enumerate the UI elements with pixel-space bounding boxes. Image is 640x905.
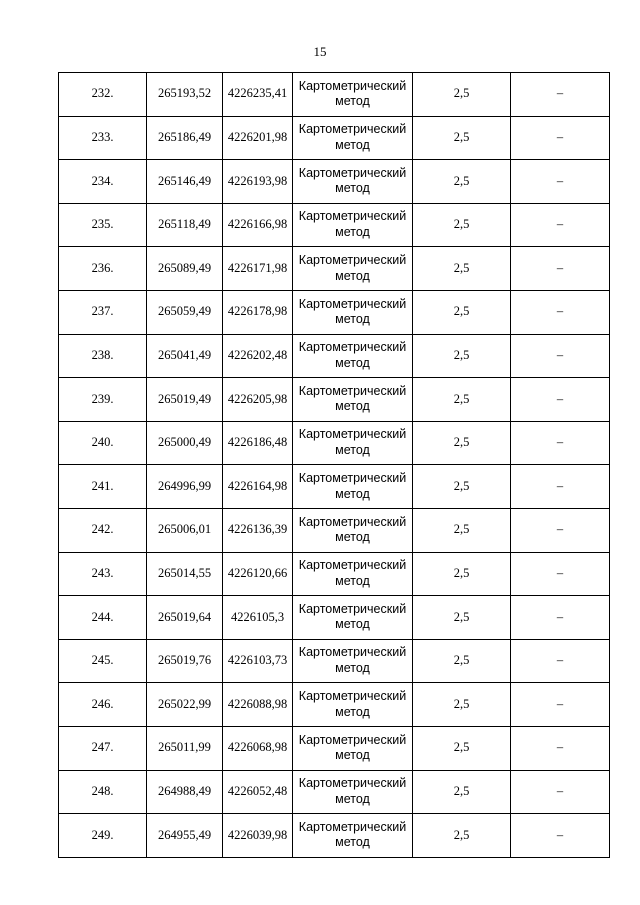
- method-line-1: Картометрический: [298, 688, 407, 703]
- method-line-2: метод: [335, 268, 370, 283]
- y-coordinate-cell: 4226136,39: [223, 508, 293, 552]
- method-cell: [293, 596, 413, 640]
- note-cell: –: [511, 116, 610, 160]
- note-cell: –: [511, 160, 610, 204]
- table-row: [59, 683, 610, 727]
- method-line-1: Картометрический: [298, 383, 407, 398]
- accuracy-cell: 2,5: [413, 290, 511, 334]
- note-cell: –: [511, 247, 610, 291]
- method-cell: [293, 814, 413, 858]
- note-cell: –: [511, 203, 610, 247]
- accuracy-cell: 2,5: [413, 726, 511, 770]
- x-coordinate-cell: 265089,49: [147, 247, 223, 291]
- y-coordinate-cell: 4226103,73: [223, 639, 293, 683]
- method-line-2: метод: [335, 312, 370, 327]
- method-line-2: метод: [335, 486, 370, 501]
- method-line-2: метод: [335, 791, 370, 806]
- method-line-2: метод: [335, 661, 370, 676]
- method-line-1: Картометрический: [298, 601, 407, 616]
- point-number-cell: 237.: [59, 290, 147, 334]
- method-cell: [293, 770, 413, 814]
- table-row: [59, 73, 610, 117]
- accuracy-cell: 2,5: [413, 552, 511, 596]
- x-coordinate-cell: 265193,52: [147, 73, 223, 117]
- method-cell: [293, 552, 413, 596]
- x-coordinate-cell: 264955,49: [147, 814, 223, 858]
- x-coordinate-cell: 265000,49: [147, 421, 223, 465]
- table-body: [59, 73, 610, 858]
- method-cell: [293, 247, 413, 291]
- table-row: [59, 247, 610, 291]
- method-cell: [293, 639, 413, 683]
- method-line-1: Картометрический: [298, 78, 407, 93]
- x-coordinate-cell: 265006,01: [147, 508, 223, 552]
- method-cell: [293, 465, 413, 509]
- point-number-cell: 241.: [59, 465, 147, 509]
- method-line-2: метод: [335, 748, 370, 763]
- method-cell: [293, 726, 413, 770]
- accuracy-cell: 2,5: [413, 683, 511, 727]
- point-number-cell: 234.: [59, 160, 147, 204]
- table-row: [59, 814, 610, 858]
- method-line-2: метод: [335, 704, 370, 719]
- note-cell: –: [511, 639, 610, 683]
- accuracy-cell: 2,5: [413, 639, 511, 683]
- table-row: [59, 726, 610, 770]
- method-cell: [293, 508, 413, 552]
- method-line-2: метод: [335, 443, 370, 458]
- method-line-2: метод: [335, 530, 370, 545]
- method-line-1: Картометрический: [298, 558, 407, 573]
- y-coordinate-cell: 4226178,98: [223, 290, 293, 334]
- note-cell: –: [511, 465, 610, 509]
- x-coordinate-cell: 264988,49: [147, 770, 223, 814]
- point-number-cell: 239.: [59, 378, 147, 422]
- table-row: [59, 116, 610, 160]
- note-cell: –: [511, 378, 610, 422]
- point-number-cell: 243.: [59, 552, 147, 596]
- point-number-cell: 247.: [59, 726, 147, 770]
- note-cell: –: [511, 726, 610, 770]
- method-line-1: Картометрический: [298, 122, 407, 137]
- method-line-2: метод: [335, 399, 370, 414]
- x-coordinate-cell: 265118,49: [147, 203, 223, 247]
- point-number-cell: 244.: [59, 596, 147, 640]
- method-line-1: Картометрический: [298, 645, 407, 660]
- method-line-1: Картометрический: [298, 471, 407, 486]
- note-cell: –: [511, 334, 610, 378]
- x-coordinate-cell: 265146,49: [147, 160, 223, 204]
- x-coordinate-cell: 265019,64: [147, 596, 223, 640]
- point-number-cell: 238.: [59, 334, 147, 378]
- point-number-cell: 242.: [59, 508, 147, 552]
- y-coordinate-cell: 4226186,48: [223, 421, 293, 465]
- method-line-2: метод: [335, 181, 370, 196]
- note-cell: –: [511, 552, 610, 596]
- y-coordinate-cell: 4226039,98: [223, 814, 293, 858]
- method-line-1: Картометрический: [298, 296, 407, 311]
- point-number-cell: 232.: [59, 73, 147, 117]
- method-line-2: метод: [335, 225, 370, 240]
- x-coordinate-cell: 265011,99: [147, 726, 223, 770]
- coordinates-table: [58, 72, 610, 858]
- x-coordinate-cell: 265014,55: [147, 552, 223, 596]
- accuracy-cell: 2,5: [413, 378, 511, 422]
- table-row: [59, 334, 610, 378]
- point-number-cell: 233.: [59, 116, 147, 160]
- note-cell: –: [511, 683, 610, 727]
- accuracy-cell: 2,5: [413, 247, 511, 291]
- x-coordinate-cell: 265019,49: [147, 378, 223, 422]
- x-coordinate-cell: 265186,49: [147, 116, 223, 160]
- method-line-1: Картометрический: [298, 427, 407, 442]
- table-row: [59, 421, 610, 465]
- table-row: [59, 552, 610, 596]
- method-cell: [293, 334, 413, 378]
- method-line-1: Картометрический: [298, 209, 407, 224]
- method-line-1: Картометрический: [298, 732, 407, 747]
- y-coordinate-cell: 4226120,66: [223, 552, 293, 596]
- method-line-2: метод: [335, 94, 370, 109]
- method-cell: [293, 116, 413, 160]
- accuracy-cell: 2,5: [413, 814, 511, 858]
- method-cell: [293, 683, 413, 727]
- y-coordinate-cell: 4226105,3: [223, 596, 293, 640]
- method-cell: [293, 73, 413, 117]
- method-cell: [293, 290, 413, 334]
- method-line-1: Картометрический: [298, 776, 407, 791]
- method-line-1: Картометрический: [298, 165, 407, 180]
- note-cell: –: [511, 508, 610, 552]
- table-row: [59, 508, 610, 552]
- note-cell: –: [511, 770, 610, 814]
- note-cell: –: [511, 421, 610, 465]
- method-line-2: метод: [335, 355, 370, 370]
- accuracy-cell: 2,5: [413, 596, 511, 640]
- x-coordinate-cell: 265059,49: [147, 290, 223, 334]
- note-cell: –: [511, 290, 610, 334]
- method-line-1: Картометрический: [298, 340, 407, 355]
- method-cell: [293, 421, 413, 465]
- x-coordinate-cell: 265022,99: [147, 683, 223, 727]
- method-line-1: Картометрический: [298, 819, 407, 834]
- y-coordinate-cell: 4226052,48: [223, 770, 293, 814]
- accuracy-cell: 2,5: [413, 334, 511, 378]
- table-row: [59, 465, 610, 509]
- method-line-1: Картометрический: [298, 253, 407, 268]
- x-coordinate-cell: 265019,76: [147, 639, 223, 683]
- y-coordinate-cell: 4226193,98: [223, 160, 293, 204]
- note-cell: –: [511, 73, 610, 117]
- note-cell: –: [511, 814, 610, 858]
- point-number-cell: 246.: [59, 683, 147, 727]
- table-row: [59, 596, 610, 640]
- y-coordinate-cell: 4226235,41: [223, 73, 293, 117]
- table-row: [59, 290, 610, 334]
- y-coordinate-cell: 4226164,98: [223, 465, 293, 509]
- point-number-cell: 236.: [59, 247, 147, 291]
- page-number: 15: [313, 44, 327, 59]
- accuracy-cell: 2,5: [413, 203, 511, 247]
- table-row: [59, 203, 610, 247]
- y-coordinate-cell: 4226205,98: [223, 378, 293, 422]
- method-cell: [293, 160, 413, 204]
- accuracy-cell: 2,5: [413, 421, 511, 465]
- method-line-2: метод: [335, 617, 370, 632]
- method-line-2: метод: [335, 835, 370, 850]
- accuracy-cell: 2,5: [413, 73, 511, 117]
- table-row: [59, 639, 610, 683]
- y-coordinate-cell: 4226202,48: [223, 334, 293, 378]
- y-coordinate-cell: 4226166,98: [223, 203, 293, 247]
- y-coordinate-cell: 4226171,98: [223, 247, 293, 291]
- method-line-2: метод: [335, 573, 370, 588]
- method-line-1: Картометрический: [298, 514, 407, 529]
- accuracy-cell: 2,5: [413, 160, 511, 204]
- point-number-cell: 249.: [59, 814, 147, 858]
- note-cell: –: [511, 596, 610, 640]
- y-coordinate-cell: 4226068,98: [223, 726, 293, 770]
- method-cell: [293, 203, 413, 247]
- point-number-cell: 245.: [59, 639, 147, 683]
- x-coordinate-cell: 264996,99: [147, 465, 223, 509]
- point-number-cell: 240.: [59, 421, 147, 465]
- method-cell: [293, 378, 413, 422]
- table-row: [59, 160, 610, 204]
- method-line-2: метод: [335, 137, 370, 152]
- accuracy-cell: 2,5: [413, 508, 511, 552]
- y-coordinate-cell: 4226201,98: [223, 116, 293, 160]
- accuracy-cell: 2,5: [413, 116, 511, 160]
- point-number-cell: 235.: [59, 203, 147, 247]
- x-coordinate-cell: 265041,49: [147, 334, 223, 378]
- accuracy-cell: 2,5: [413, 465, 511, 509]
- table-row: [59, 378, 610, 422]
- point-number-cell: 248.: [59, 770, 147, 814]
- accuracy-cell: 2,5: [413, 770, 511, 814]
- y-coordinate-cell: 4226088,98: [223, 683, 293, 727]
- table-row: [59, 770, 610, 814]
